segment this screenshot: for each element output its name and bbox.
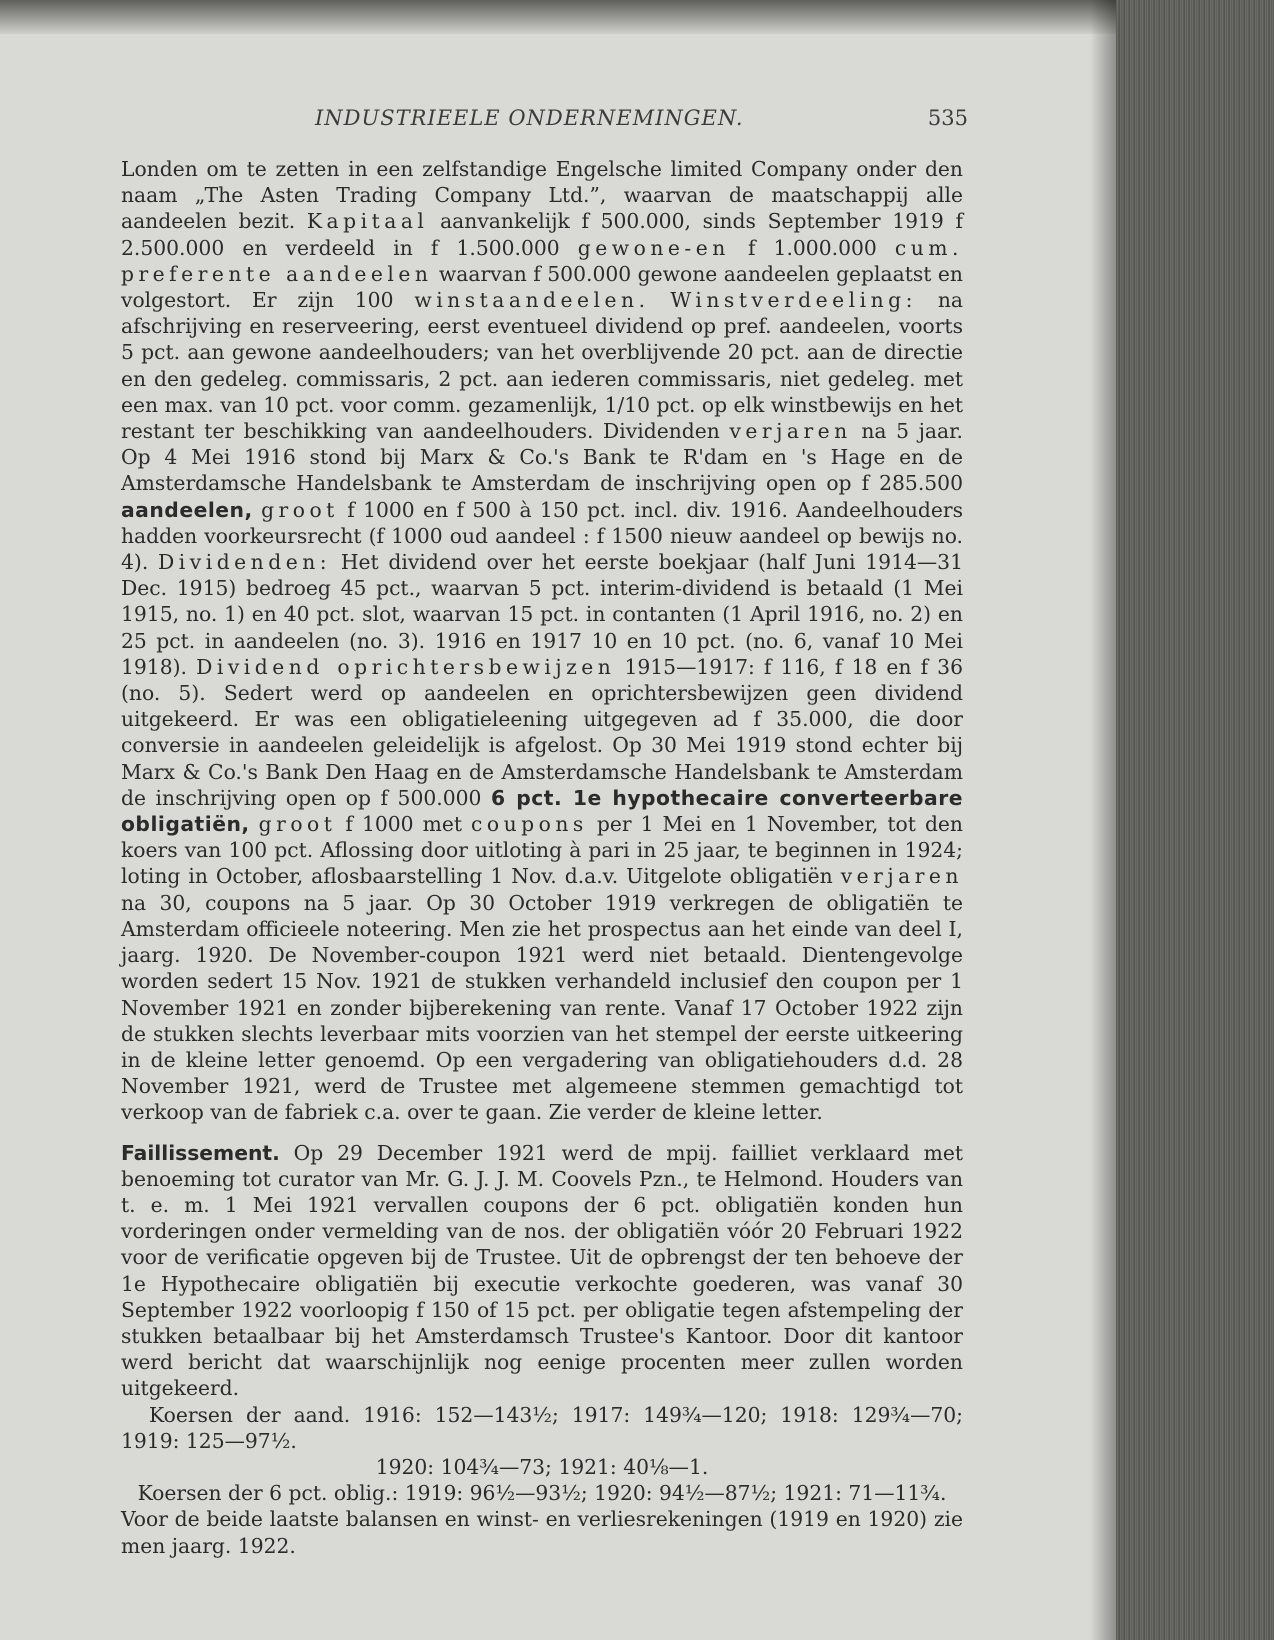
main-paragraph (121, 156, 963, 1126)
text-run (250, 812, 259, 836)
running-title: INDUSTRIEELE ONDERNEMINGEN. (315, 106, 744, 130)
bold-term: aandeelen, (121, 497, 253, 522)
spaced-term: Dividend oprichtersbewijzen (196, 654, 616, 679)
small-print (121, 1140, 963, 1559)
slot-note: Voor de beide laatste balansen en winst- en verliesrekeningen (1919 en 1920) zie men jaarg. 1922. (121, 1507, 963, 1558)
text-run: f 1000 met (336, 812, 472, 837)
page-top-shadow (0, 0, 1116, 34)
spaced-term: cum. preferente aandeelen (121, 235, 963, 286)
text-run: Londen om te zetten in een zelfstandige Engelsche limited Company onder den naam „The Asten Trading Company Ltd.”, waarvan de maatschappij alle aandeelen bezit. (121, 157, 963, 234)
text-run: f 1.000.000 (729, 235, 895, 260)
text-run: waarvan f 500.000 gewone aandeelen geplaatst en volgestort. Er zijn 100 (121, 261, 963, 313)
koersen-obligaties: Koersen der 6 pct. oblig.: 1919: 96½—93½; 1920: 94½—87½; 1921: 71—11¾. (137, 1481, 947, 1506)
spaced-term: verjaren (729, 419, 852, 444)
text-run: na 5 jaar. Op 4 Mei 1916 stond bij Marx & Co.'s Bank te R'dam en 's Hage en de Amsterdamsche Handelsbank te Amsterdam de inschrijving open op f 285.500 (121, 419, 963, 496)
text-run (650, 288, 671, 312)
spaced-term: groot (258, 812, 337, 837)
text-run: 1915—1917: f 116, f 18 en f 36 (no. 5). Sedert werd op aandeelen en oprichtersbewijzen geen dividend uitgekeerd. Er was een obligatieleening uitgegeven ad f 35.000, die door conversie in aandeelen geleidelijk is afgelost. Op 30 Mei 1919 stond echter bij Marx & Co.'s Bank Den Haag en de Amsterdamsche Handelsbank te Amsterdam de inschrijving open op f 500.000 (121, 654, 963, 810)
bold-term: 6 pct. 1e hypothecaire converteerbare obligatiën, (121, 785, 964, 837)
faillissement-text: Op 29 December 1921 werd de mpij. failliet verklaard met benoeming tot curator van Mr. G. J. J. M. Coovels Pzn., te Helmond. Houders van t. e. m. 1 Mei 1921 vervallen coupons der 6 pct. obligatiën konden hun vorderingen onder vermelding van de nos. der obligatiën vóór 20 Februari 1922 voor de verificatie opgeven bij de Trustee. Uit de opbrengst der ten behoeve der 1e Hypothecaire obligatiën bij executie verkochte goederen, was vanaf 30 September 1922 voorloopig f 150 of 15 pct. per obligatie tegen afstempeling der stukken betaalbaar bij het Amsterdamsch Trustee's Kantoor. Door dit kantoor werd bericht dat waarschijnlijk nog eenige procenten meer zullen worden uitgekeerd. (121, 1140, 963, 1401)
text-run: aanvankelijk f 500.000, sinds September 1919 f 2.500.000 en verdeeld in f 1.500.000 (121, 209, 964, 260)
spaced-term: coupons (471, 812, 588, 837)
text-run: per 1 Mei en 1 November, tot den koers van 100 pct. Aflossing door uitloting à pari in 25 jaar, te beginnen in 1924; loting in October, aflosbaarstelling 1 Nov. d.a.v. Uitgelote obligatiën (121, 812, 963, 889)
faillissement-paragraph (121, 1140, 963, 1402)
binding-shadow (1090, 0, 1116, 1640)
text-run (253, 498, 261, 522)
faillissement-heading: Faillissement. (121, 1140, 280, 1165)
koersen-aandeelen-1: Koersen der aand. 1916: 152—143½; 1917: 149¾—120; 1918: 129¾—70; 1919: 125—97½. (121, 1402, 963, 1453)
page-header (120, 106, 968, 136)
spaced-term: groot (261, 497, 339, 522)
main-text (121, 156, 963, 1559)
spaced-term: winstaandeelen. (414, 288, 650, 313)
page-number: 535 (927, 106, 968, 130)
spaced-term: Kapitaal (306, 209, 429, 234)
spaced-term: Dividenden: (158, 550, 332, 575)
text-run: na 30, coupons na 5 jaar. Op 30 October 1919 verkregen de obligatiën te Amsterdam officieele noteering. Men zie het prospectus aan het einde van deel I, jaarg. 1920. De November-coupon 1921 werd niet betaald. Dientengevolge worden sedert 15 Nov. 1921 de stukken verhandeld inclusief den coupon per 1 November 1921 en zonder bijberekening van rente. Vanaf 17 October 1922 zijn de stukken slechts leverbaar mits voorzien van het stempel der eerste uitkeering in de kleine letter genoemd. Op een vergadering van obligatiehouders d.d. 28 November 1921, werd de Trustee met algemeene stemmen gemachtigd tot verkoop van de fabriek c.a. over te gaan. Zie verder de kleine letter. (121, 890, 963, 1125)
spaced-term: verjaren (840, 864, 963, 889)
text-run: Het dividend over het eerste boekjaar (half Juni 1914—31 Dec. 1915) bedroeg 45 pct., waarvan 5 pct. interim-dividend is betaald (1 Mei 1915, no. 1) en 40 pct. slot, waarvan 15 pct. in contanten (1 April 1916, no. 2) en 25 pct. in aandeelen (no. 3). 1916 en 1917 10 en 10 pct. (no. 6, vanaf 10 Mei 1918). (121, 550, 963, 679)
text-run: f 1000 en f 500 à 150 pct. incl. div. 1916. Aandeelhouders hadden voorkeursrecht (f 1000 oud aandeel : f 1500 nieuw aandeel op bewijs no. 4). (121, 497, 963, 575)
koersen-aandeelen-2: 1920: 104¾—73; 1921: 40⅛—1. (375, 1454, 709, 1479)
spaced-term: gewone-en (577, 235, 730, 260)
book-page-edges (1116, 0, 1274, 1640)
text-run: na afschrijving en reserveering, eerst eventueel dividend op pref. aandeelen, voorts 5 pct. aan gewone aandeelhouders; van het overblijvende 20 pct. aan de directie en den gedeleg. commissaris, 2 pct. aan iederen commissaris, niet gedeleg. met een max. van 10 pct. voor comm. gezamenlijk, 1/10 pct. op elk winstbewijs en het restant ter beschikking van aandeelhouders. Dividenden (121, 288, 963, 444)
spaced-term: Winstverdeeling: (670, 288, 917, 313)
